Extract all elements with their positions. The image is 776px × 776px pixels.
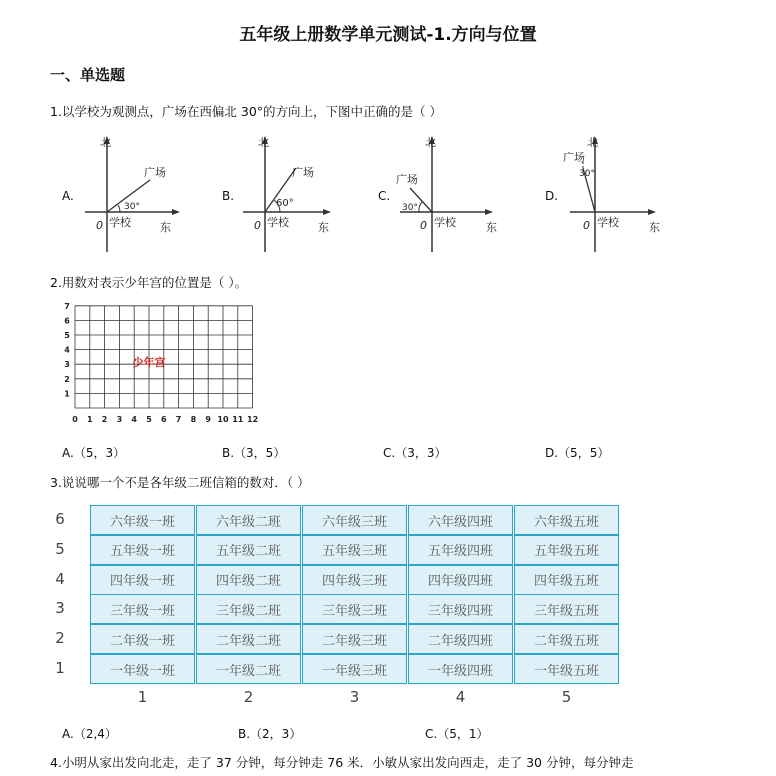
q2-option-d: D.（5，5） [545, 446, 610, 460]
mailbox-cell: 二年级一班 [90, 624, 195, 654]
east-label: 东 [318, 221, 329, 234]
q3-option-b: B.（2，3） [238, 727, 302, 741]
mailbox-cell: 五年级一班 [90, 535, 195, 565]
mailbox-cell: 四年级一班 [90, 565, 195, 595]
origin-label: 0 [420, 219, 427, 232]
y-tick-label: 4 [64, 345, 70, 355]
mailbox-cell: 一年级五班 [514, 654, 619, 684]
column-number-label: 3 [349, 687, 360, 706]
x-tick-label: 12 [247, 415, 259, 424]
plaza-label: 广场 [144, 166, 166, 179]
column-number-label: 4 [455, 687, 466, 706]
school-label: 学校 [267, 216, 289, 229]
row-number-label: 2 [55, 629, 65, 648]
mailbox-cell: 五年级五班 [514, 535, 619, 565]
mailbox-cell: 三年级一班 [90, 594, 195, 624]
mailbox-cell: 二年级五班 [514, 624, 619, 654]
origin-label: 0 [583, 219, 590, 232]
mailbox-cell: 六年级一班 [90, 505, 195, 535]
y-tick-label: 2 [64, 374, 70, 384]
mailbox-cell: 四年级二班 [196, 565, 301, 595]
mailbox-cell: 四年级五班 [514, 565, 619, 595]
question-1-text: 1.以学校为观测点，广场在西偏北 30°的方向上，下图中正确的是（ ） [50, 104, 443, 119]
q2-option-b: B.（3，5） [222, 446, 286, 460]
row-number-label: 1 [55, 659, 65, 677]
x-tick-label: 5 [146, 415, 152, 424]
origin-label: 0 [254, 219, 261, 232]
mailbox-cell: 三年级二班 [196, 594, 301, 624]
mailbox-cell: 五年级四班 [408, 535, 513, 565]
column-number-label: 2 [243, 687, 254, 706]
y-tick-label: 1 [64, 389, 70, 399]
x-tick-label: 4 [131, 415, 137, 424]
mailbox-cell: 五年级三班 [302, 535, 407, 565]
mailbox-cell: 六年级三班 [302, 505, 407, 535]
north-label: 北 [258, 136, 269, 149]
question-4-text: 4.小明从家出发向北走，走了 37 分钟，每分钟走 76 米．小敏从家出发向西走，走了 30 分钟，每分钟走 [50, 755, 634, 770]
x-tick-label: 6 [161, 415, 167, 424]
angle-label: 30° [124, 202, 140, 212]
row-number-label: 3 [55, 599, 65, 618]
q1-option-d-label: D. [545, 189, 559, 203]
mailbox-cell: 五年级二班 [196, 535, 301, 565]
q1-figure-a [80, 130, 190, 254]
page-title: 五年级上册数学单元测试-1.方向与位置 [239, 25, 537, 45]
x-tick-label: 2 [101, 415, 108, 424]
mailbox-cell: 六年级二班 [196, 505, 301, 535]
x-tick-label: 1 [87, 415, 93, 424]
y-tick-label: 7 [64, 303, 70, 311]
school-label: 学校 [597, 216, 619, 229]
plaza-label: 广场 [292, 166, 314, 179]
plaza-label: 广场 [396, 173, 418, 186]
north-label: 北 [100, 136, 111, 149]
row-number-label: 5 [55, 539, 65, 558]
q2-option-a: A.（5，3） [62, 446, 126, 460]
row-number-label: 6 [55, 510, 65, 528]
mailbox-cell: 六年级五班 [514, 505, 619, 535]
mailbox-cell: 一年级三班 [302, 654, 407, 684]
mailbox-cell: 四年级四班 [408, 565, 513, 595]
school-label: 学校 [434, 216, 456, 229]
q3-option-a: A.（2,4） [62, 727, 117, 741]
north-label: 北 [587, 136, 598, 149]
school-label: 学校 [109, 216, 131, 229]
mailbox-cell: 三年级三班 [302, 594, 407, 624]
plaza-label: 广场 [563, 151, 585, 164]
y-tick-label: 5 [64, 331, 70, 340]
column-number-label: 5 [561, 687, 572, 706]
east-label: 东 [649, 221, 660, 234]
y-tick-label: 6 [64, 316, 70, 326]
angle-label: 30° [402, 203, 418, 213]
x-tick-label: 3 [116, 415, 123, 424]
x-tick-label: 7 [175, 415, 182, 424]
x-tick-label: 10 [217, 415, 229, 424]
q3-option-c: C.（5，1） [425, 727, 489, 741]
q2-option-c: C.（3，3） [383, 446, 447, 460]
q1-figure-c [396, 130, 510, 254]
origin-label: 0 [96, 219, 103, 232]
angle-label: 60° [276, 198, 294, 209]
column-number-label: 1 [137, 687, 148, 706]
x-tick-label: 9 [205, 415, 211, 424]
x-tick-label: 8 [190, 415, 197, 424]
q1-figure-d [565, 130, 675, 254]
y-tick-label: 3 [64, 360, 70, 370]
angle-label: 30° [579, 169, 595, 179]
north-label: 北 [425, 136, 436, 149]
mailbox-cell: 三年级五班 [514, 594, 619, 624]
mailbox-cell: 四年级三班 [302, 565, 407, 595]
mailbox-cell: 一年级二班 [196, 654, 301, 684]
question-2-text: 2.用数对表示少年宫的位置是（ ）。 [50, 275, 248, 290]
q1-option-b-label: B. [222, 189, 235, 203]
mailbox-cell: 二年级二班 [196, 624, 301, 654]
mailbox-cell: 一年级一班 [90, 654, 195, 684]
mailbox-cell: 三年级四班 [408, 594, 513, 624]
question-3-text: 3.说说哪一个不是各年级二班信箱的数对．（ ） [50, 475, 310, 490]
q1-option-c-label: C. [378, 189, 391, 203]
x-tick-label: 11 [232, 415, 244, 424]
east-label: 东 [486, 221, 497, 234]
place-label: 少年宫 [132, 356, 166, 370]
mailbox-cell: 一年级四班 [408, 654, 513, 684]
q1-option-a-label: A. [62, 189, 74, 203]
row-number-label: 4 [55, 569, 65, 588]
q2-grid-figure [58, 303, 273, 437]
east-label: 东 [160, 221, 171, 234]
x-tick-label: 0 [72, 415, 78, 424]
mailbox-cell: 六年级四班 [408, 505, 513, 535]
mailbox-cell: 二年级三班 [302, 624, 407, 654]
q1-figure-b [238, 130, 348, 254]
mailbox-cell: 二年级四班 [408, 624, 513, 654]
section-heading: 一、单选题 [50, 66, 126, 84]
